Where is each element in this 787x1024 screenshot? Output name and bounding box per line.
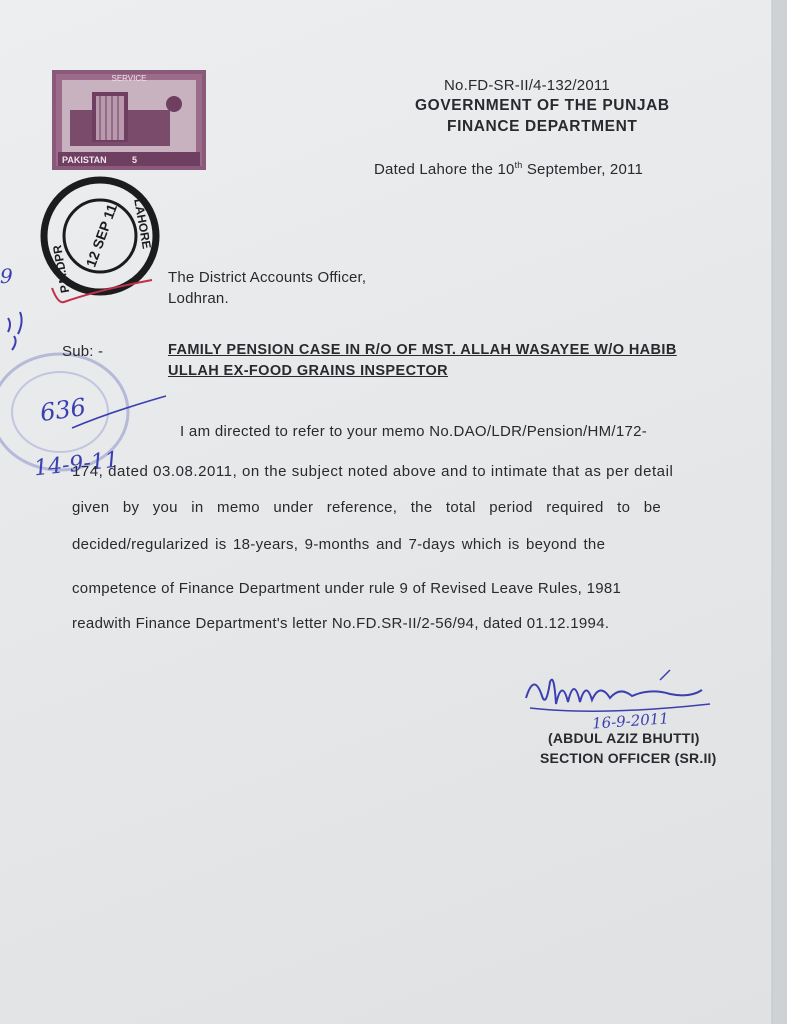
date-prefix: Dated Lahore the 10 <box>374 161 515 178</box>
body-line-1: I am directed to refer to your memo No.DAO/LDR/Pension/HM/172- <box>180 423 648 440</box>
government-heading: GOVERNMENT OF THE PUNJAB <box>415 97 670 114</box>
subject-line-1: FAMILY PENSION CASE IN R/O OF MST. ALLAH WASAYEE W/O HABIB <box>168 342 677 358</box>
body-line-6: readwith Finance Department's letter No.FD.SR-II/2-56/94, dated 01.12.1994. <box>72 615 610 632</box>
red-check-mark <box>48 276 158 316</box>
subject-line-2: ULLAH EX-FOOD GRAINS INSPECTOR <box>168 363 448 379</box>
signatory-title: SECTION OFFICER (SR.II) <box>540 750 717 766</box>
postmark-left-text: P.M.DPR <box>50 243 73 295</box>
subject-label: Sub: - <box>62 343 104 360</box>
postmark-right-text: LAHORE <box>131 197 154 250</box>
signature-date: 16-9-2011 <box>591 709 670 733</box>
date-ordinal: th <box>514 160 523 170</box>
service-postage-stamp <box>52 70 206 170</box>
signatory-name: (ABDUL AZIZ BHUTTI) <box>548 730 700 746</box>
letter-date <box>374 160 643 178</box>
margin-ink-stroke <box>70 392 170 432</box>
body-line-4: decided/regularized is 18-years, 9-months and 7-days which is beyond the <box>72 536 606 553</box>
body-line-5: competence of Finance Department under rule 9 of Revised Leave Rules, 1981 <box>72 580 622 597</box>
margin-date: 14-9-11 <box>32 447 120 482</box>
postmark-date: 12 SEP 11 <box>82 201 121 270</box>
body-line-3: given by you in memo under reference, the total period required to be <box>72 499 661 516</box>
body-line-2: 174, dated 03.08.2011, on the subject noted above and to intimate that as per detail <box>72 463 674 480</box>
reference-number: No.FD-SR-II/4-132/2011 <box>444 77 610 94</box>
stamp-top-label: SERVICE <box>111 74 147 83</box>
addressee-line-2: Lodhran. <box>168 290 229 307</box>
stamp-country: PAKISTAN <box>62 155 107 165</box>
left-edge-mark: 9 <box>0 264 13 288</box>
department-heading: FINANCE DEPARTMENT <box>447 118 638 135</box>
date-suffix: September, 2011 <box>522 161 643 178</box>
margin-number: 636 <box>38 392 88 428</box>
stamp-value: 5 <box>132 155 138 165</box>
addressee-line-1: The District Accounts Officer, <box>168 269 367 286</box>
